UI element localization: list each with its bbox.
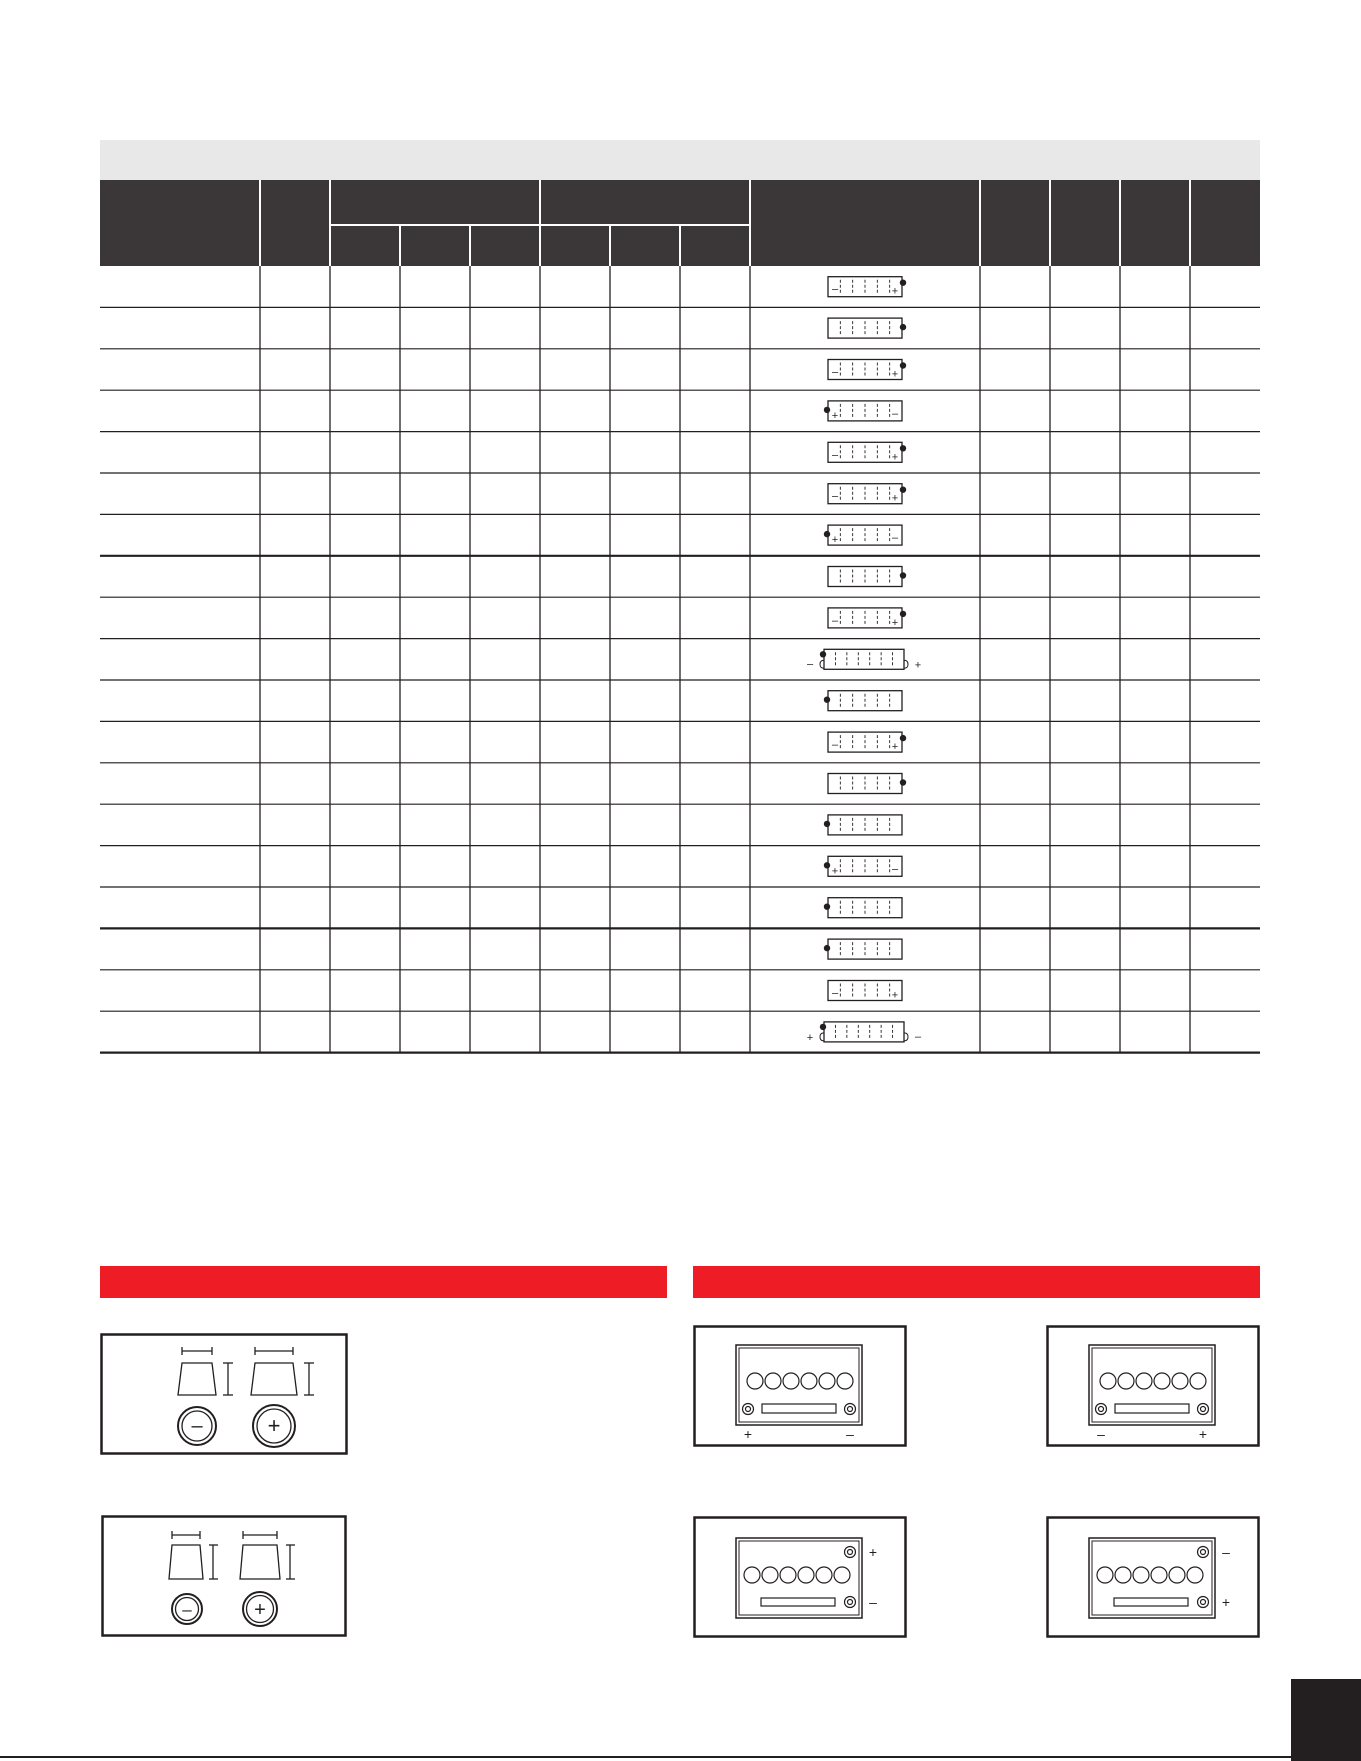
row-battery-layout-icon [828, 360, 906, 381]
svg-text:–: – [831, 490, 839, 503]
svg-text:+: + [831, 409, 839, 422]
minus-symbol: – [1097, 1426, 1105, 1442]
svg-text:–: – [891, 532, 899, 545]
row-battery-layout-icon [828, 318, 906, 338]
svg-text:+: + [891, 741, 899, 754]
plus-symbol: + [868, 1544, 878, 1560]
row-battery-layout-icon [824, 525, 902, 546]
row-battery-layout-icon [824, 401, 902, 422]
battery-layout-3 [1046, 1516, 1260, 1638]
svg-text:+: + [914, 659, 922, 672]
row-battery-layout-icon [828, 567, 906, 587]
battery-layout-0 [693, 1325, 907, 1447]
minus-symbol: – [1222, 1544, 1230, 1560]
minus-symbol: – [191, 1415, 203, 1437]
svg-text:+: + [831, 865, 839, 878]
row-battery-layout-icon [828, 774, 906, 794]
row-battery-layout-icon [828, 981, 902, 1002]
minus-symbol: – [182, 1600, 192, 1619]
svg-text:–: – [891, 863, 899, 876]
row-battery-layout-icon [824, 898, 902, 918]
section-header-terminals [100, 1266, 667, 1298]
svg-text:+: + [891, 989, 899, 1002]
svg-text:–: – [831, 614, 839, 627]
row-battery-layout-icon [828, 277, 906, 298]
svg-text:–: – [806, 658, 814, 671]
plus-symbol: + [254, 1599, 266, 1621]
svg-text:+: + [891, 285, 899, 298]
svg-text:+: + [891, 368, 899, 381]
row-battery-layout-icon [807, 649, 921, 671]
battery-layout-1 [1046, 1325, 1260, 1447]
terminal-diagram-small [101, 1515, 347, 1637]
svg-text:–: – [831, 449, 839, 462]
row-battery-layout-icon [824, 939, 902, 959]
section-header-layouts [693, 1266, 1260, 1298]
minus-symbol: – [846, 1426, 854, 1442]
plus-symbol: + [267, 1413, 281, 1438]
footer-rule [0, 1756, 1291, 1758]
terminal-diagram-large [100, 1333, 348, 1455]
plus-symbol: + [1198, 1426, 1208, 1442]
row-battery-layout-icon [828, 484, 906, 505]
row-battery-layout-icon [828, 442, 906, 463]
svg-text:–: – [891, 407, 899, 420]
svg-text:+: + [891, 492, 899, 505]
row-battery-layout-icon [824, 815, 902, 835]
svg-text:–: – [914, 1030, 922, 1043]
svg-text:–: – [831, 987, 839, 1000]
svg-text:+: + [891, 451, 899, 464]
row-battery-layout-icon [824, 691, 902, 711]
page-number-block [1291, 1679, 1361, 1761]
svg-text:–: – [831, 283, 839, 296]
svg-text:+: + [806, 1031, 814, 1044]
svg-text:–: – [831, 366, 839, 379]
battery-layout-2 [693, 1516, 907, 1638]
row-battery-layout-icon [828, 732, 906, 753]
svg-text:+: + [891, 616, 899, 629]
svg-text:–: – [831, 739, 839, 752]
row-battery-layout-icon [807, 1022, 922, 1044]
row-battery-layout-icon [828, 608, 906, 629]
plus-symbol: + [1221, 1594, 1231, 1610]
minus-symbol: – [869, 1594, 877, 1610]
plus-symbol: + [743, 1426, 753, 1442]
row-battery-layout-icon [824, 856, 902, 877]
svg-text:+: + [831, 534, 839, 547]
